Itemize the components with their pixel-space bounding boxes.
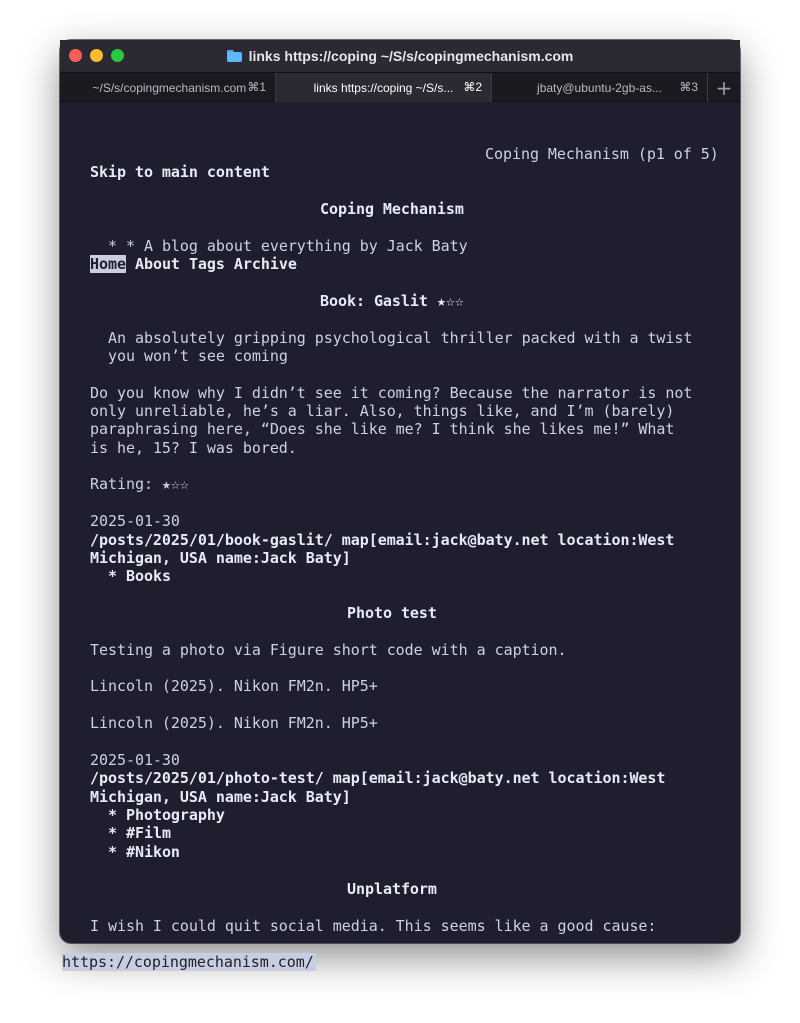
terminal-window xyxy=(60,40,740,971)
post-meta-link[interactable]: Michigan, USA name:Jack Baty] xyxy=(90,788,351,806)
tab-2[interactable] xyxy=(276,73,492,102)
post-tag-link[interactable]: * #Nikon xyxy=(108,843,180,861)
minimize-window-button[interactable] xyxy=(90,49,103,62)
nav-archive-link[interactable]: Archive xyxy=(233,255,297,273)
new-tab-button[interactable]: + xyxy=(715,75,733,100)
post-meta-link[interactable]: Michigan, USA name:Jack Baty] xyxy=(90,549,351,567)
window-title: links https://coping ~/S/s/copingmechanism.com xyxy=(248,48,574,64)
post-body-line: only unreliable, he’s a liar. Also, things like, and I’m (barely) xyxy=(90,402,675,420)
tab-1-label: ~/S/s/copingmechanism.com xyxy=(92,80,247,95)
post-meta-link[interactable]: /posts/2025/01/photo-test/ map[email:jack@baty.net location:West xyxy=(90,769,666,787)
title-bar[interactable] xyxy=(60,40,740,72)
post-tag-link[interactable]: * Photography xyxy=(108,806,225,824)
tab-bar xyxy=(60,72,740,102)
post-body-line: paraphrasing here, “Does she like me? I think she likes me!” What xyxy=(90,420,675,438)
post-body-line: Testing a photo via Figure short code with a caption. xyxy=(90,641,567,659)
tab-3-shortcut: ⌘3 xyxy=(679,80,698,94)
close-window-button[interactable] xyxy=(69,49,82,62)
nav-about-link[interactable]: About xyxy=(134,255,180,273)
folder-icon xyxy=(227,50,242,62)
post-body-line: is he, 15? I was bored. xyxy=(90,439,297,457)
nav-bar xyxy=(90,255,297,273)
nav-tags-link[interactable]: Tags xyxy=(188,255,225,273)
window-controls xyxy=(69,49,124,62)
tab-2-label: links https://coping ~/S/s... xyxy=(313,80,454,95)
site-tagline: * * A blog about everything by Jack Baty xyxy=(108,237,468,255)
site-title: Coping Mechanism xyxy=(320,200,464,218)
post-title-link[interactable]: Book: Gaslit ★☆☆ xyxy=(320,292,464,310)
post-body-line: I wish I could quit social media. This seems like a good cause: xyxy=(90,917,657,935)
post-date: 2025-01-30 xyxy=(90,512,180,530)
tab-2-shortcut: ⌘2 xyxy=(463,80,482,94)
nav-home-link[interactable]: Home xyxy=(90,255,126,273)
post-title-link[interactable]: Photo test xyxy=(347,604,437,622)
post-body-line: Do you know why I didn’t see it coming? Because the narrator is not xyxy=(90,384,693,402)
tab-3-label: jbaty@ubuntu-2gb-as... xyxy=(537,80,662,95)
terminal-content[interactable] xyxy=(60,102,740,971)
post-date: 2025-01-30 xyxy=(90,751,180,769)
post-tag-link[interactable]: * #Film xyxy=(108,824,171,842)
post-meta-link[interactable]: /posts/2025/01/book-gaslit/ map[email:jack@baty.net location:West xyxy=(90,531,675,549)
post-title-link[interactable]: Unplatform xyxy=(347,880,437,898)
post-quote-line: An absolutely gripping psychological thriller packed with a twist xyxy=(108,329,693,347)
page-position-header: Coping Mechanism (p1 of 5) xyxy=(485,145,719,163)
post-quote-line: you won’t see coming xyxy=(108,347,288,365)
zoom-window-button[interactable] xyxy=(111,49,124,62)
status-url: https://copingmechanism.com/ xyxy=(62,953,314,971)
tab-1[interactable] xyxy=(60,73,276,102)
post-rating: Rating: ★☆☆ xyxy=(90,475,189,493)
tab-1-shortcut: ⌘1 xyxy=(247,80,266,94)
skip-link[interactable]: Skip to main content xyxy=(90,163,270,181)
window-title-group xyxy=(227,48,574,64)
photo-caption: Lincoln (2025). Nikon FM2n. HP5+ xyxy=(90,677,378,695)
photo-caption: Lincoln (2025). Nikon FM2n. HP5+ xyxy=(90,714,378,732)
tab-3[interactable] xyxy=(492,73,708,102)
post-tag-link[interactable]: * Books xyxy=(108,567,171,585)
